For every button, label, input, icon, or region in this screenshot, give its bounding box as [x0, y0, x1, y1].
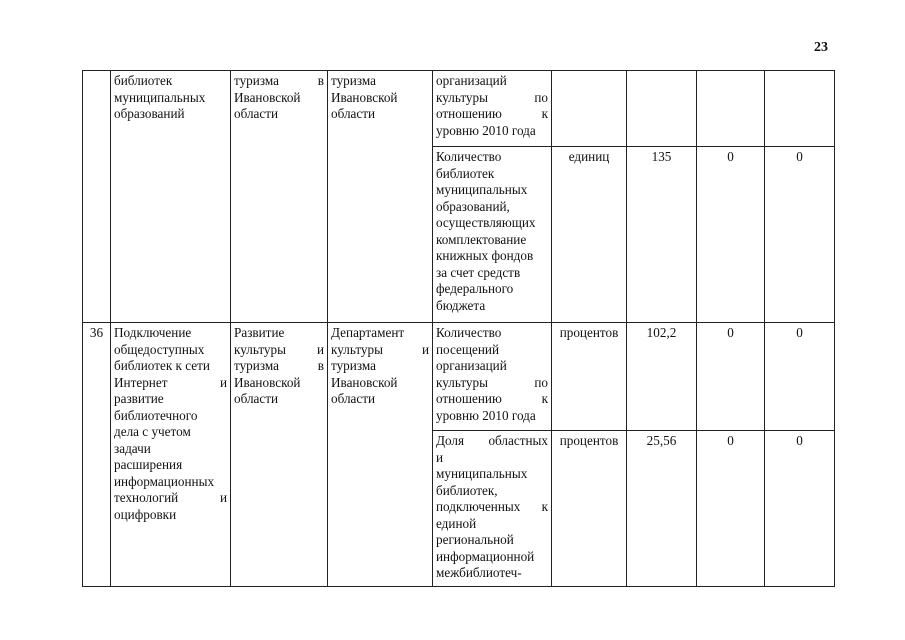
unit-cell — [552, 71, 627, 147]
indicator-line — [436, 433, 548, 450]
cell-line — [234, 391, 324, 408]
cell-line — [234, 73, 324, 90]
cell-line — [331, 358, 429, 375]
executor-cell — [328, 323, 433, 587]
value-cell-1 — [627, 71, 697, 147]
indicator-line-text: библиотек, — [436, 482, 498, 498]
indicator-line-text: муниципальных — [436, 466, 528, 481]
page-number: 23 — [814, 40, 828, 55]
cell-line — [234, 375, 324, 392]
cell-line-text: дела с учетом — [114, 424, 191, 439]
value-cell-3: 0 — [765, 147, 835, 323]
indicator-cell — [433, 431, 552, 587]
indicator-line-text: культуры — [436, 374, 488, 390]
indicator-line — [436, 516, 548, 533]
indicator-line — [436, 298, 548, 315]
cell-line-tail: и — [421, 341, 429, 357]
indicator-line-text: и — [436, 449, 444, 465]
indicator-line-text: подключенных — [436, 499, 521, 514]
indicator-line-text: региональной — [436, 532, 514, 547]
cell-line-text: области — [234, 106, 279, 121]
cell-line — [114, 408, 227, 425]
indicator-line — [436, 499, 548, 516]
unit-cell: процентов — [552, 431, 627, 587]
value-cell-2 — [697, 71, 765, 147]
indicator-line — [436, 325, 548, 342]
value-cell-1: 25,56 — [627, 431, 697, 587]
cell-line-text: развитие — [114, 391, 164, 406]
indicator-line — [436, 375, 548, 392]
cell-line-tail: в — [317, 358, 324, 373]
indicator-line — [436, 215, 548, 232]
executor-cell — [328, 71, 433, 323]
indicator-line-text: книжных фондов — [436, 248, 534, 263]
cell-line-text: культуры — [331, 341, 383, 357]
cell-line — [114, 375, 227, 392]
cell-line-text: общедоступных — [114, 341, 205, 357]
indicator-line-tail: по — [534, 374, 548, 390]
indicator-line — [436, 281, 548, 298]
indicator-line-text: уровню 2010 года — [436, 407, 536, 423]
indicator-line — [436, 450, 548, 467]
indicator-line-tail: к — [541, 499, 548, 514]
indicator-line-text: Количество — [436, 325, 502, 340]
indicator-line — [436, 391, 548, 408]
indicator-line — [436, 182, 548, 199]
cell-line: образований — [114, 106, 185, 121]
indicator-line-text: бюджета — [436, 297, 486, 313]
unit-cell: процентов — [552, 323, 627, 431]
cell-line — [234, 358, 324, 375]
cell-line — [234, 325, 324, 342]
indicator-line-text: посещений — [436, 341, 500, 357]
indicator-line — [436, 466, 548, 483]
indicator-cell — [433, 147, 552, 323]
unit-cell: единиц — [552, 147, 627, 323]
cell-line-text: технологий — [114, 490, 179, 505]
indicator-line — [436, 149, 548, 166]
cell-line-text: Развитие — [234, 325, 285, 340]
indicator-line — [436, 73, 548, 90]
cell-line — [114, 424, 227, 441]
cell-line — [234, 342, 324, 359]
row-number-cell — [83, 71, 111, 323]
indicator-line-text: осуществляющих — [436, 215, 536, 230]
indicator-line — [436, 123, 548, 140]
cell-line-text: области — [331, 391, 376, 406]
cell-line — [331, 342, 429, 359]
indicator-line — [436, 565, 548, 582]
indicator-line — [436, 90, 548, 107]
cell-line — [114, 490, 227, 507]
program-cell — [231, 71, 328, 323]
cell-line-text: Интернет — [114, 374, 168, 390]
indicator-line-text: уровню 2010 года — [436, 122, 536, 138]
cell-line-tail: и — [219, 374, 227, 390]
cell-line-tail: и — [219, 490, 227, 505]
cell-line-text: библиотечного — [114, 407, 198, 423]
indicator-line — [436, 408, 548, 425]
table-row — [83, 71, 835, 147]
indicator-line-text: межбиблиотеч- — [436, 565, 522, 580]
cell-line: библиотек — [114, 73, 173, 88]
indicator-line-text: единой — [436, 515, 477, 531]
indicator-line-text: Количество — [436, 149, 502, 164]
indicator-line — [436, 248, 548, 265]
cell-line — [114, 391, 227, 408]
cell-line-text: расширения — [114, 457, 183, 472]
indicator-cell — [433, 323, 552, 431]
cell-line-text: культуры — [234, 341, 286, 357]
cell-line: области — [331, 106, 376, 121]
cell-line-text: туризма — [234, 73, 279, 88]
cell-line: Ивановской — [331, 89, 398, 105]
table-row — [83, 323, 835, 431]
indicator-line-text: образований, — [436, 198, 510, 214]
cell-line — [114, 457, 227, 474]
cell-line — [331, 391, 429, 408]
row-number-cell: 36 — [83, 323, 111, 587]
indicator-line-text: библиотек — [436, 165, 495, 181]
cell-line — [331, 325, 429, 342]
indicator-line — [436, 232, 548, 249]
cell-line-text: Ивановской — [331, 374, 398, 390]
indicator-line-text: за счет средств — [436, 264, 521, 280]
indicator-line — [436, 166, 548, 183]
cell-line-tail: в — [317, 73, 324, 88]
indicator-line — [436, 483, 548, 500]
indicator-line-tail: к — [541, 391, 548, 406]
indicator-line — [436, 532, 548, 549]
program-cell — [231, 323, 328, 587]
cell-line-text: библиотек к сети — [114, 358, 210, 373]
cell-line-text: туризма — [234, 358, 279, 373]
cell-line-tail: и — [316, 341, 324, 357]
cell-line — [114, 474, 227, 491]
cell-line-text: информационных — [114, 473, 215, 489]
cell-line — [114, 507, 227, 524]
indicator-line — [436, 358, 548, 375]
indicator-line-tail: по — [534, 89, 548, 105]
cell-line-text: задачи — [114, 440, 151, 456]
cell-line — [114, 358, 227, 375]
cell-line-text: Ивановской — [234, 89, 301, 105]
cell-line-text: туризма — [331, 358, 376, 373]
indicator-line-text: отношению — [436, 106, 502, 121]
indicator-line-text: Доля — [436, 433, 465, 448]
indicator-line — [436, 342, 548, 359]
indicator-line-text: комплектование — [436, 231, 527, 247]
value-cell-3: 0 — [765, 431, 835, 587]
program-table — [82, 70, 835, 587]
value-cell-1: 135 — [627, 147, 697, 323]
cell-line — [114, 441, 227, 458]
indicator-line-text: культуры — [436, 89, 488, 105]
indicator-line-tail: к — [541, 106, 548, 121]
indicator-line-text: информационной — [436, 548, 535, 564]
measure-name-cell — [111, 71, 231, 323]
cell-line — [331, 375, 429, 392]
value-cell-3: 0 — [765, 323, 835, 431]
value-cell-3 — [765, 71, 835, 147]
cell-line-text: Подключение — [114, 325, 192, 340]
value-cell-1: 102,2 — [627, 323, 697, 431]
indicator-line — [436, 549, 548, 566]
indicator-line-text: федерального — [436, 281, 514, 296]
cell-line-text: Департамент — [331, 325, 405, 340]
indicator-line-text: организаций — [436, 358, 507, 373]
cell-line: туризма — [331, 73, 376, 88]
cell-line-text: оцифровки — [114, 506, 177, 522]
indicator-line — [436, 199, 548, 216]
value-cell-2: 0 — [697, 431, 765, 587]
indicator-line — [436, 265, 548, 282]
value-cell-2: 0 — [697, 323, 765, 431]
indicator-line — [436, 106, 548, 123]
indicator-line-tail: областных — [488, 433, 548, 448]
cell-line — [114, 342, 227, 359]
value-cell-2: 0 — [697, 147, 765, 323]
cell-line — [234, 90, 324, 107]
indicator-cell — [433, 71, 552, 147]
cell-line: муниципальных — [114, 89, 206, 105]
indicator-line-text: муниципальных — [436, 182, 528, 197]
indicator-line-text: организаций — [436, 73, 507, 88]
cell-line-text: Ивановской — [234, 374, 301, 390]
cell-line — [234, 106, 324, 123]
measure-name-cell — [111, 323, 231, 587]
indicator-line-text: отношению — [436, 391, 502, 406]
cell-line — [114, 325, 227, 342]
cell-line-text: области — [234, 391, 279, 406]
